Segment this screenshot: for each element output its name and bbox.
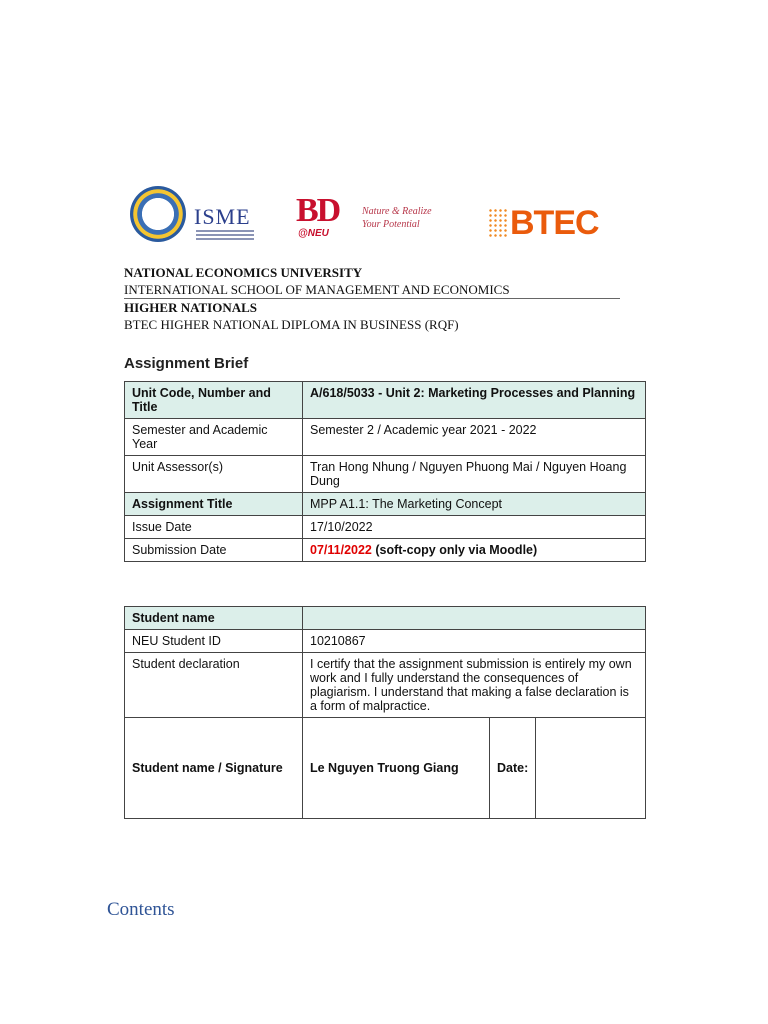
bd-tagline-2: Your Potential	[362, 219, 420, 230]
signature-value: Le Nguyen Truong Giang	[303, 718, 490, 819]
table-row	[125, 630, 646, 653]
isme-logo: ISME	[194, 204, 251, 229]
signature-label: Student name / Signature	[125, 718, 303, 819]
btec-logo: BTEC	[510, 204, 599, 242]
diploma-name: BTEC HIGHER NATIONAL DIPLOMA IN BUSINESS (RQF)	[124, 317, 459, 332]
neu-seal-logo	[130, 186, 186, 242]
row-label: Unit Assessor(s)	[125, 456, 303, 493]
row-label: Submission Date	[125, 539, 303, 562]
bd-logo: BD	[296, 192, 340, 229]
row-label: Semester and Academic Year	[125, 419, 303, 456]
table-row	[125, 607, 646, 630]
table-row	[125, 516, 646, 539]
btec-dots-icon	[488, 208, 508, 238]
assignment-brief-title: Assignment Brief	[124, 355, 249, 372]
university-name: NATIONAL ECONOMICS UNIVERSITY	[124, 265, 363, 280]
table-row	[125, 539, 646, 562]
bd-tagline-1: Nature & Realize	[362, 206, 432, 217]
declaration-label: Student declaration	[125, 653, 303, 718]
row-label: Issue Date	[125, 516, 303, 539]
student-id-label: NEU Student ID	[125, 630, 303, 653]
row-value: A/618/5033 - Unit 2: Marketing Processes and Planning	[303, 382, 646, 419]
table-row	[125, 456, 646, 493]
date-label: Date:	[490, 718, 536, 819]
student-name-label: Student name	[125, 607, 303, 630]
table-row	[125, 493, 646, 516]
bd-logo-neu: @NEU	[298, 228, 329, 239]
declaration-text: I certify that the assignment submission is entirely my own work and I fully understand the consequences of plagiarism. I understand that making a false declaration is a form of malpractice.	[303, 653, 646, 718]
student-table	[124, 606, 646, 819]
document-header	[124, 264, 620, 333]
table-row	[125, 382, 646, 419]
logo-bar	[130, 186, 630, 256]
isme-logo-subtitle	[196, 230, 254, 242]
row-value: Semester 2 / Academic year 2021 - 2022	[303, 419, 646, 456]
date-value	[536, 718, 646, 819]
contents-heading: Contents	[107, 899, 175, 920]
row-value: 17/10/2022	[303, 516, 646, 539]
assignment-brief-table	[124, 381, 646, 562]
student-id-value: 10210867	[303, 630, 646, 653]
submission-date: 07/11/2022	[310, 543, 372, 557]
table-row	[125, 718, 646, 819]
row-label: Assignment Title	[125, 493, 303, 516]
student-name-value	[303, 607, 646, 630]
row-value: MPP A1.1: The Marketing Concept	[303, 493, 646, 516]
row-value	[303, 539, 646, 562]
table-row	[125, 653, 646, 718]
table-row	[125, 419, 646, 456]
program-level: HIGHER NATIONALS	[124, 300, 258, 315]
row-label: Unit Code, Number and Title	[125, 382, 303, 419]
school-name: INTERNATIONAL SCHOOL OF MANAGEMENT AND ECONOMICS	[124, 281, 620, 299]
row-value: Tran Hong Nhung / Nguyen Phuong Mai / Nguyen Hoang Dung	[303, 456, 646, 493]
submission-note: (soft-copy only via Moodle)	[371, 543, 538, 557]
